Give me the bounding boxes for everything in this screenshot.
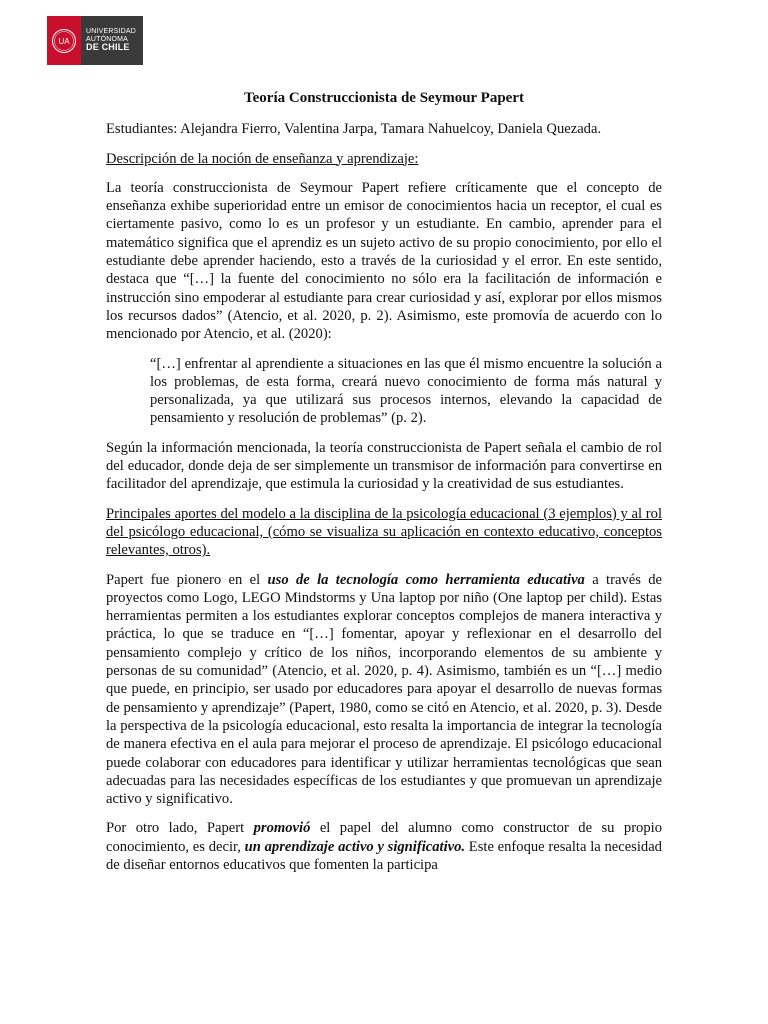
paragraph-1: La teoría construccionista de Seymour Papert refiere críticamente que el concepto de enseñanza exhibe superioridad entre un emisor de conocimientos hacia un receptor, el cual es ciertamente pasivo, como lo es un profesor y un estudiante. En cambio, aprender para el matemático significa que el aprendiz es un sujeto activo de su propio conocimiento, por ello el estudiante debe aprender haciendo, esto a través de la curiosidad y el error. En este sentido, destaca que “[…] la fuente del conocimiento no sólo era la facilitación de información e instrucción sino empoderar al estudiante para crear curiosidad y así, explorar por ellos mismos los recursos dados” (Atencio, et al. 2020, p. 2). Asimismo, este promovía de acuerdo con lo mencionado por Atencio, et al. (2020): (106, 179, 662, 343)
paragraph-3-rest: a través de proyectos como Logo, LEGO Mindstorms y Una laptop por niño (One laptop per child). Estas herramientas permiten a los estudiantes explorar conceptos complejos de manera interactiva y práctica, lo que se traduce en “[…] fomentar, apoyar y reflexionar en el desarrollo del pensamiento complejo y crítico de los niños, incorporando elementos de su ambiente y personas de su comunidad” (Atencio, et al. 2020, p. 4). Asimismo, también es un “[…] medio que puede, en principio, ser usado por educadores para apoyar el desarrollo de nuevas formas de pensamiento y aprendizaje” (Papert, 1980, como se citó en Atencio, et al. 2020, p. 3). Desde la perspectiva de la psicología educacional, esto resalta la importancia de integrar la tecnología de manera efectiva en el aula para mejorar el proceso de aprendizaje. El psicólogo educacional puede colaborar con educadores para identificar y utilizar herramientas tecnológicas que sean adecuadas para las necesidades específicas de los estudiantes y que promuevan un aprendizaje activo y significativo. (106, 571, 663, 808)
university-logo (47, 16, 143, 65)
section-heading-1: Descripción de la noción de enseñanza y aprendizaje: (106, 150, 419, 167)
logo-line-2: AUTÓNOMA (86, 35, 129, 43)
paragraph-4-end: Este enfoque resalta la necesidad de diseñar entornos educativos que fomenten la participa (106, 838, 662, 873)
logo-text (81, 16, 143, 65)
students-line: Estudiantes: Alejandra Fierro, Valentina Jarpa, Tamara Nahuelcoy, Daniela Quezada. (106, 121, 602, 138)
block-quote: “[…] enfrentar al aprendiente a situaciones en las que él mismo encuentre la solución a los problemas, de esta forma, creará nuevo conocimiento de forma más natural y personalizada, ya que utilizará sus procesos internos, elevando la capacidad de pensamiento y resolución de problemas” (p. 2). (150, 355, 662, 427)
paragraph-3-emphasis: uso de la tecnología como herramienta educativa (267, 571, 585, 588)
section-heading-2: Principales aportes del modelo a la disciplina de la psicología educacional (3 ejemplos) y al rol del psicólogo educacional, (cómo se visualiza su aplicación en contexto educativo, conceptos relevantes, otros). (106, 505, 662, 559)
document-title: Teoría Construccionista de Seymour Papert (244, 90, 524, 106)
paragraph-4 (106, 819, 662, 874)
paragraph-3-start: Papert fue pionero en el (106, 571, 268, 588)
document-body (106, 89, 662, 874)
logo-initials: UA (58, 36, 70, 46)
paragraph-3 (106, 571, 662, 809)
paragraph-4-middle: el papel del alumno como constructor de su propio conocimiento, es decir, (106, 820, 663, 855)
paragraph-4-emphasis-2: un aprendizaje activo y significativo. (244, 838, 466, 855)
ua-seal-icon (47, 16, 81, 65)
paragraph-2: Según la información mencionada, la teoría construccionista de Papert señala el cambio de rol del educador, donde deja de ser simplemente un transmisor de información para convertirse en facilitador del aprendizaje, que estimula la curiosidad y la creatividad de sus estudiantes. (106, 439, 662, 493)
paragraph-4-emphasis-1: promovió (253, 820, 311, 837)
paragraph-4-start: Por otro lado, Papert (106, 820, 254, 837)
logo-line-1: UNIVERSIDAD (86, 28, 137, 36)
logo-line-3: DE CHILE (86, 42, 130, 53)
